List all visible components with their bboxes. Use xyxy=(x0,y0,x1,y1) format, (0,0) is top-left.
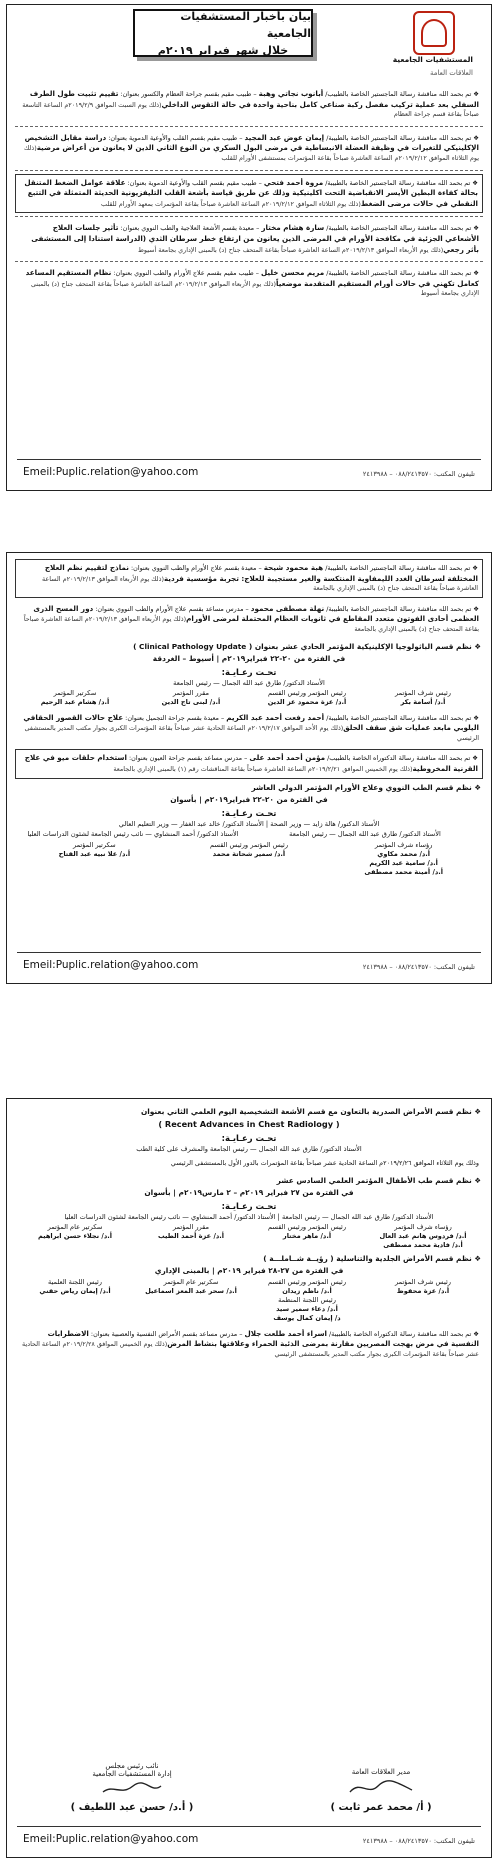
committee-grid: رؤساء شرف المؤتمر رئيس المؤتمر ورئيس القسم سكرتير المؤتمر أ.د/ محمد مكاوي أ.د/ سمير شحاتة محمد أ.د/ علا نبيه عبد الفتاح أ.د/ سامية عبد الكريم أ.د/ أمينة محمد مصطفى xyxy=(58,840,443,876)
page-1 xyxy=(6,4,492,491)
divider xyxy=(15,126,483,127)
committee-grid: رئيس شرف المؤتمر رئيس المؤتمر ورئيس القسم مقرر المؤتمر سكرتير المؤتمر أ.د/ أسامة بكر أ.د/ عزة محمود عز الدين أ.د/ لبنى تاج الدين أ.د/ هشام عبد الرحيم xyxy=(40,688,451,706)
signature-right: مدير العلاقات العامة ( أ/ محمد عمر ثابت ) xyxy=(330,1768,432,1813)
divider xyxy=(15,170,483,171)
page-footer xyxy=(17,945,481,975)
committee-grid: رئيس شرف المؤتمر رئيس المؤتمر ورئيس القسم سكرتير عام المؤتمر رئيس اللجنة العلمية أ.د/ عزة محفوظ أ.د/ ناظم زيدان أ.د/ سحر عبد المعز اسماعيل أ.د/ إيمان رياض حفني رئيس اللجنة المنظمة أ.د/ دعاء سمير سيد د/ إيمان كمال يوسف xyxy=(39,1277,451,1322)
sponsor-names: الأستاذ الدكتور/ طارق عبد الله الجمال — رئيس الجامعة xyxy=(173,678,325,687)
org-name: المستشفيات الجامعية xyxy=(392,55,473,64)
news-item: ❖ تم بحمد الله مناقشة رسالة الماجستير الخاصة بالطبيب/ أبانوب نجاتي وهبة – طبيب مقيم بقسم جراحة العظام والكسور بعنوان: تقييم تثبيت طول الطرف السفلي بعد عملية تركيب مفصل ركبة صناعي كامل بناحية واحدة في حالة التقوس الداخلي(ذلك يوم السبت الموافق ٢٠١٩/٢/٩م الساعة التاسعة صباحاً بقاعة قسم جراحة العظام xyxy=(22,89,479,119)
page-footer xyxy=(17,452,481,482)
title-line-1: بيان بأخبار المستشفيات الجامعية xyxy=(180,9,311,40)
divider xyxy=(15,216,483,217)
news-item: ❖ تم بحمد الله مناقشة رسالة الدكتوراه الخاصة بالطبيب/ مؤمن أحمد أحمد على – مدرس مساعد بقسم جراحة العيون بعنوان: استخدام حلقات ميو في علاج القرنية المخروطية(ذلك يوم الخميس الموافق ٢٠١٩/٢/٢١م الساعة العاشرة صباحاً بقاعة المناقشات رقم (١) بالمبنى الإداري بالجامعة xyxy=(15,749,483,778)
conference-heading: ❖ نظم قسم الباثولوجيا الإكلينيكية المؤتمر الحادي عشر بعنوان ( Clinical Pathology Update ) xyxy=(133,641,481,651)
conference-time: في الفترة من ٢٠-٢٢ فبراير٢٠١٩م | بأسوان xyxy=(170,794,328,804)
dept-name: العلاقات العامة xyxy=(429,69,473,77)
header xyxy=(7,5,491,83)
news-item: ❖ تم بحمد الله مناقشة رسالة الماجستير الخاصة بالطبيبة/ سارة هشام مختار – معيدة بقسم الأشعة العلاجية والطب النووي بعنوان: تأثير جلسات العلاج الأشعاعي الجزئية في مكافحة الأورام في المرضى الذين يعانون من ارتفاع خطر سرطان الثدي (الدراسة استنادا إلى المستشفى بأثر رجعي(ذلك يوم الأربعاء الموافق ٢٠١٩/٢/١٣م الساعة العاشرة صباحاً بقاعة المتحف جناح (د) بالمبنى الإداري بجامعة أسيوط xyxy=(31,223,479,254)
conference-english-title: ( Recent Advances in Chest Radiology ) xyxy=(158,1119,340,1129)
divider xyxy=(15,261,483,262)
page-2 xyxy=(6,552,492,984)
phone-number: تليفون المكتب: ٠٨٨/٢٤١٣٥٧٠ – ٢٤١٣٩٨٨ xyxy=(362,1837,475,1845)
email-address: Emeil:Puplic.relation@yahoo.com xyxy=(23,959,199,971)
sponsor-row: الأستاذ الدكتور/ طارق عبد الله الجمال — رئيس الجامعة الأستاذ الدكتور/ أحمد المنشاوي — نائب رئيس الجامعة لشئون الدراسات العليا xyxy=(27,829,441,838)
signature-scribble xyxy=(346,1778,416,1798)
university-hospitals-logo xyxy=(413,11,455,55)
conference-time: في الفترة من ٢٧-٢٨ فبراير ٢٠١٩م | بالمبنى الإداري xyxy=(154,1265,344,1275)
phone-number: تليفون المكتب: ٠٨٨/٢٤١٣٥٧٠ – ٢٤١٣٩٨٨ xyxy=(362,470,475,478)
sponsor-names: الأستاذ الدكتور/ هالة زايد — وزير الصحة | الأستاذ الدكتور/ خالد عبد الغفار — وزير التعليم العالي xyxy=(118,819,380,828)
sponsorship-title: تحـت رعـايـة: xyxy=(221,1133,277,1143)
news-item: ❖ تم بحمد الله مناقشة رسالة الماجستير الخاصة بالطبيبة/ أحمد رفعت أحمد عبد الكريم – معيدة بقسم جراحة التجميل بعنوان: علاج حالات القصور الحقافي اليلوبي مابعد عمليات شق سقف الحلق(ذلك يوم الأحد الموافق ٢٠١٩/٢/١٧م الساعة الحادية عشر صباحاً بقاعة المؤتمرات الكبرى بجوار مكتب المدير بالمستشفى الرئيسي xyxy=(23,712,479,742)
news-item: ❖ تم بحمد الله مناقشة رسالة الدكتوراه الخاصة بالطبيبة/ اسراء أحمد طلعت جلال – مدرس مساعد بقسم الأمراض النفسية والعصبية بعنوان: الاضطرابات النفسية في مرض بهجت المصريين مقارنة بمرضى الذئبة الحمراء وعلاقتها بنشاط المرض(ذلك يوم الخميس الموافق ٢٠١٩/٢/٢٨م الساعة الحادية عشر صباحاً بقاعة المؤتمرات الكبرى بجوار مكتب المدير بالمستشفى الرئيسي xyxy=(22,1328,479,1358)
page-footer xyxy=(17,1819,481,1849)
news-item: ❖ تم بحمد الله مناقشة رسالة الماجستير الخاصة بالطبيبة/ هبة محمود شيحة – معيدة بقسم علاج الأورام والطب النووي بعنوان: نماذج لتقييم نظم العلاج المختلفة لسرطان الغدد الليمفاوية المنتكسة والغير مستجيبة للعلاج: تجربة مؤسسية فردية(ذلك يوم الأربعاء الموافق ٢٠١٩/٢/١٣م الساعة العاشرة صباحاً بقاعة المتحف جناح (د) بالمبنى الإداري بالجامعة xyxy=(15,559,483,598)
event-date: وذلك يوم الثلاثاء الموافق ٢٠١٩/٢/٢٦م الساعة الحادية عشر صباحاً بقاعة المؤتمرات بالدور الأول بالمستشفى الرئيسي xyxy=(170,1159,479,1167)
sponsor-names: الأستاذ الدكتور/ طارق عبد الله الجمال — رئيس الجامعة | الأستاذ الدكتور/ أحمد المنشاوي — نائب رئيس الجامعة لشئون الدراسات العليا xyxy=(64,1212,434,1221)
sponsorship-title: تحـت رعـايـة: xyxy=(221,1200,277,1211)
news-item: ❖ تم بحمد الله مناقشة رسالة الماجستير الخاصة بالطبيبة/ إيمان عوض عبد المجيد – طبيب مقيم بقسم القلب والأوعية الدموية بعنوان: دراسة مقابل التشخيص الإكلينيكي للتغيرات في وظيفة العضلة الانبساطية في مرضى البول السكري من النوع الثاني الذين لا يعانون من أعراض مرضية(ذلك يوم الثلاثاء الموافق ٢٠١٩/٢/١٢م الساعة العاشرة صباحاً بقاعة المؤتمرات بمستشفى الأورام للقلب xyxy=(24,132,479,162)
signature-left: نائب رئيس مجلس إدارة المستشفيات الجامعية ( أ.د/ حسن عبد اللطيف ) xyxy=(70,1762,194,1813)
signature-scribble xyxy=(97,1780,167,1800)
conference-heading: ❖ نظم قسم الطب النووي وعلاج الأورام المؤتمر الدولي العاشر xyxy=(251,782,481,792)
news-item: ❖ تم بحمد الله مناقشة رسالة الماجستير الخاصة بالطبيبة/ مريم محسن خليل – طبيب مقيم بقسم علاج الأورام والطب النووي بعنوان: نظام المستقيم المساعد كعامل تكهني في حالات أورام المستقيم المتقدمة موضعياً(ذلك يوم الأربعاء الموافق ٢٠١٩/٢/١٣م الساعة العاشرة صباحاً بقاعة المتحف جناح (د) بالمبنى الإداري بجامعة أسيوط xyxy=(25,268,479,298)
sponsor-names: الأستاذ الدكتور/ طارق عبد الله الجمال — رئيس الجامعة والمشرف على كلية الطب xyxy=(136,1145,362,1153)
phone-number: تليفون المكتب: ٠٨٨/٢٤١٣٥٧٠ – ٢٤١٣٩٨٨ xyxy=(362,963,475,971)
sponsorship-title: تحـت رعـايـة: xyxy=(221,807,277,818)
page-3 xyxy=(6,1098,492,1858)
conference-heading: ❖ نظم قسم طب الأطفال المؤتمر العلمي السادس عشر xyxy=(276,1175,481,1185)
title-box xyxy=(133,9,313,57)
conference-heading: ❖ نظم قسم الأمراض الصدرية بالتعاون مع قسم الأشعة التشخيصية اليوم العلمي الثاني بعنوان xyxy=(140,1107,481,1116)
news-item: ❖ تم بحمد الله مناقشة رسالة الماجستير الخاصة بالطبيبة/ مروة أحمد فتحي – طبيب مقيم بقسم القلب والأوعية الدموية بعنوان: علاقة عوامل الضغط المتنقل بحالة كفاءة البطين الأيسر الانقباضية التحت اكلينيكية وذلك عن طريق قياسة بأشعة القلب التليفزيونية الحديثة المتمثلة في التتبع النقطي في حالات مرضى الضغط(ذلك يوم الثلاثاء الموافق ٢٠١٩/٢/١٢م الساعة العاشرة صباحاً بقاعة المؤتمرات بمعهد الأورام للقلب xyxy=(15,174,483,214)
email-address: Emeil:Puplic.relation@yahoo.com xyxy=(23,1833,199,1845)
conference-heading: ❖ نظم قسم الأمراض الجلدية والتناسلية ( رؤيــة شــاملـــة ) xyxy=(263,1253,481,1263)
email-address: Emeil:Puplic.relation@yahoo.com xyxy=(23,466,199,478)
sponsorship-title: تحـت رعـايـة: xyxy=(221,666,277,677)
conference-time: في الفترة من ٢٧ فبراير ٢٠١٩م – ٢ مارس٢٠١٩م | بأسوان xyxy=(144,1187,354,1197)
conference-time: في الفترة من ٢٠-٢٢ فبراير٢٠١٩م | أسيوط – الغردقة xyxy=(152,653,346,663)
committee-grid: رؤساء شرف المؤتمر رئيس المؤتمر ورئيس القسم مقرر المؤتمر سكرتير عام المؤتمر أ.د/ فردوس هانم عبد العال أ.د/ ماهر مختار أ.د/ عزة أحمد الطيب أ.د/ نجلاء حسن ابراهيم أ.د/ فادية محمد مصطفى xyxy=(38,1222,467,1249)
news-item: ❖ تم بحمد الله مناقشة رسالة الماجستير الخاصة بالطبيبة/ نهلة مصطفى محمود – مدرس مساعد بقسم علاج الأورام والطب النووي بعنوان: دور المسح الذرى العظمى أحادى الفوتون متعدد المقاطع في ثانويات العظام المحتملة لمرضى الأورام(ذلك يوم الأربعاء الموافق ٢٠١٩/٢/١٣م الساعة العاشرة صباحاً بقاعة المتحف جناح (د) بالمبنى الإداري بالجامعة xyxy=(23,603,479,633)
title-line-2: خلال شهر فبراير ٢٠١٩م xyxy=(157,43,289,57)
